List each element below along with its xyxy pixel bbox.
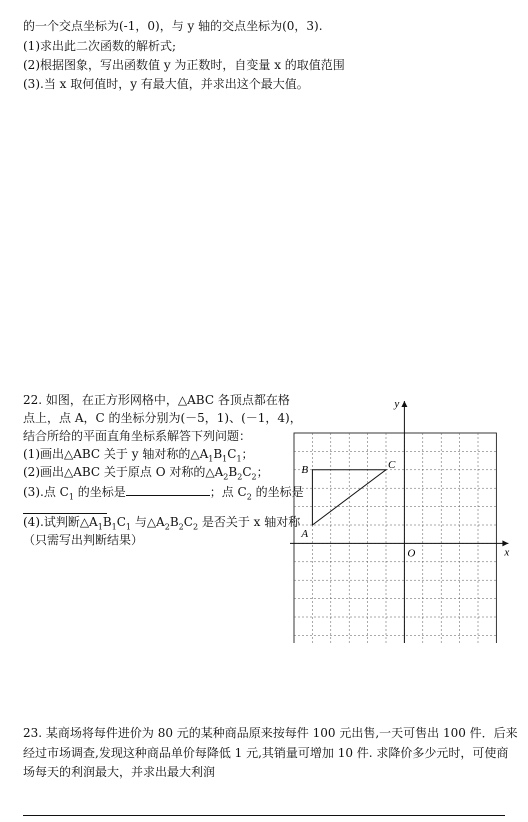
subscript: 2 [164, 522, 170, 532]
vertex-letter: B [169, 515, 179, 529]
vertex-letter: C [227, 447, 237, 461]
q22-part-4-note: （只需写出判断结果） [23, 533, 144, 547]
vertex-letter: B [102, 515, 112, 529]
x-axis-label: x [504, 546, 510, 559]
vertex-letter: B [228, 465, 238, 479]
subscript: 2 [223, 472, 229, 482]
axes [290, 401, 508, 643]
q22-part-4-text: 是否关于 x 轴对称 [198, 515, 301, 529]
vertex-letter: B [213, 447, 223, 461]
q23-line-1: 经过市场调查,发现这种商品单价每降低 1 元,其销量可增加 10 件. 求降价多少元时，可使商 [23, 746, 509, 760]
q22-line-1: 点上，点 A，C 的坐标分别为(－5，1)、(－1，4)， [23, 411, 302, 425]
q23-line-2: 场每天的利润最大，并求出最大利润 [23, 765, 216, 779]
q22-part-3-text: ；点 C [209, 485, 247, 499]
q22-line-0: 22. 如图，在正方形网格中，△ABC 各顶点都在格 [23, 393, 290, 407]
punct: ； [256, 465, 269, 479]
subscript: 2 [237, 472, 243, 482]
subscript: 1 [68, 492, 74, 502]
q21-part-1: (1)求出此二次函数的解析式; [23, 39, 177, 53]
subscript: 1 [111, 522, 117, 532]
q22-part-4-text: 与△A [131, 515, 165, 529]
q22-line-2: 结合所给的平面直角坐标系解答下列问题： [23, 429, 252, 443]
point-a-label: A [301, 528, 309, 540]
subscript: 2 [178, 522, 184, 532]
subscript: 1 [97, 522, 103, 532]
punct: ； [241, 447, 254, 461]
q22-part-3 [23, 482, 304, 501]
vertex-letter: C [116, 515, 126, 529]
y-axis-label: y [394, 398, 400, 410]
point-b-label: B [301, 463, 309, 476]
q22-part-1 [23, 446, 254, 463]
vertex-letter: C [183, 515, 193, 529]
point-c-label: C [388, 458, 396, 471]
subscript: 1 [208, 454, 214, 464]
y-axis-arrow [401, 401, 407, 407]
q21-part-3: (3).当 x 取何值时，y 有最大值，并求出这个最大值。 [23, 77, 309, 91]
q22-part-3-text: 的坐标是 [251, 485, 304, 499]
q22-part-4 [23, 514, 300, 531]
subscript: 1 [222, 454, 228, 464]
q22-part-4-text: (4).试判断△A [23, 515, 98, 529]
q22-part-3-text: (3).点 C [23, 485, 69, 499]
origin-label: O [407, 547, 416, 560]
answer-blank-c2[interactable] [23, 500, 107, 514]
subscript: 2 [251, 472, 257, 482]
q22-part-2-text: (2)画出△ABC 关于原点 O 对称的△A [23, 465, 224, 479]
subscript: 2 [246, 492, 252, 502]
q21-line-0: 的一个交点坐标为(-1，0)，与 y 轴的交点坐标为(0，3). [23, 19, 323, 33]
footer-rule [23, 815, 505, 816]
q22-part-2 [23, 464, 269, 481]
subscript: 1 [125, 522, 132, 532]
q22-part-3-text: 的坐标是 [73, 485, 126, 499]
q21-part-2: (2)根据图象，写出函数值 y 为正数时，自变量 x 的取值范围 [23, 58, 345, 72]
answer-blank-c1[interactable] [126, 482, 210, 496]
subscript: 2 [192, 522, 199, 532]
q23-line-0: 23. 某商场将每件进价为 80 元的某种商品原来按每件 100 元出售,一天可售出 100 件．后来 [23, 726, 518, 740]
q22-part-1-text: (1)画出△ABC 关于 y 轴对称的△A [23, 447, 209, 461]
coordinate-grid-figure [282, 393, 514, 643]
subscript: 1 [236, 454, 242, 464]
vertex-letter: C [242, 465, 252, 479]
